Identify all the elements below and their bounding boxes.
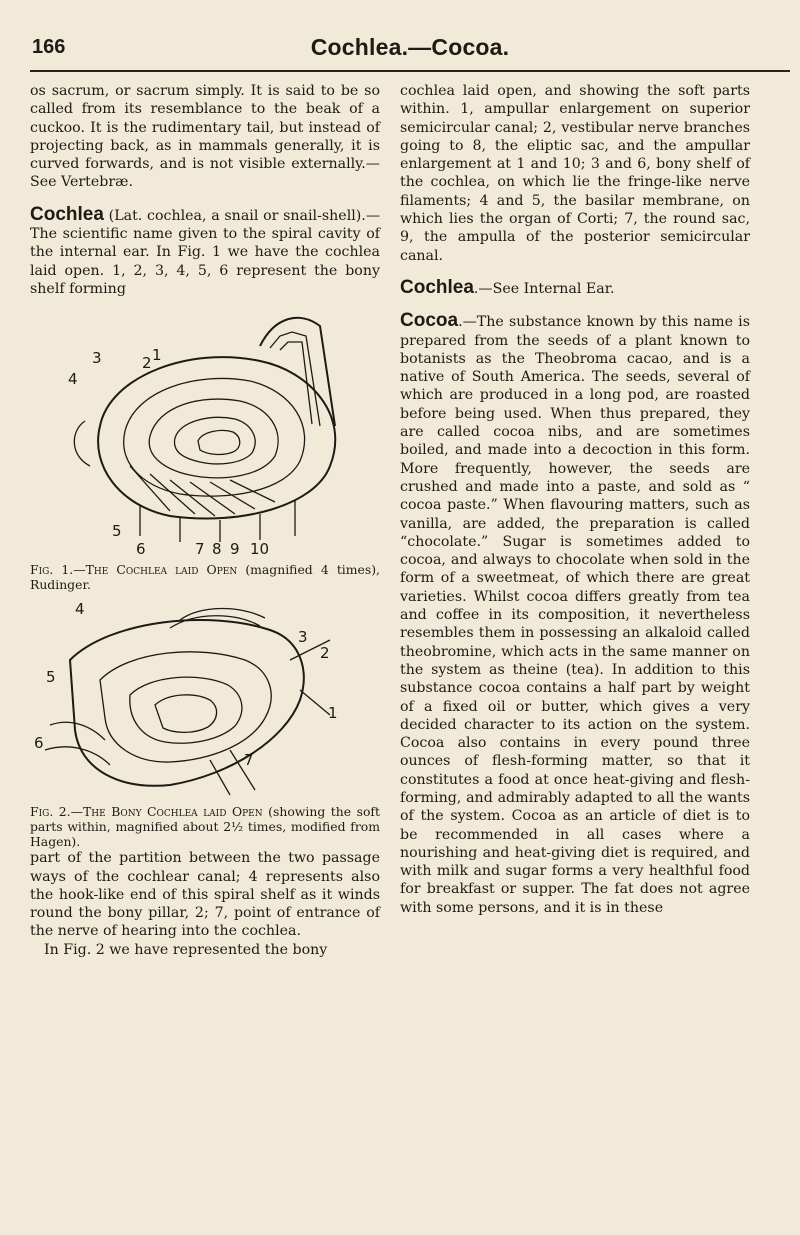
fig2-intro-paragraph: In Fig. 2 we have represented the bony — [44, 941, 328, 958]
fig2-label-4: 4 — [75, 600, 85, 619]
cochlea-crossref-entry — [400, 276, 750, 298]
fig1-label-7: 7 — [195, 540, 205, 559]
headword-cocoa: Cocoa — [400, 310, 459, 332]
fig2-label-2: 2 — [320, 644, 330, 663]
cocoa-entry — [400, 312, 750, 917]
partition-paragraph: part of the partition between the two passage ways of the cochlear canal; 4 represents also the hook-like end of this spiral shelf as it winds round the bony pillar, 2; 7, point of entrance of the nerve of hearing into the cochlea. — [30, 850, 380, 940]
headword-cochlea: Cochlea — [30, 203, 104, 225]
cochlea-etymology: (Lat. cochlea, a snail or snail-shell). — [108, 207, 366, 224]
fig2-label-3: 3 — [298, 628, 308, 647]
fig1-label-1: 1 — [152, 346, 162, 365]
fig1-label-8: 8 — [212, 540, 222, 559]
page-header — [30, 36, 790, 72]
cochlea-entry — [30, 203, 380, 298]
running-title: Cochlea.—Cocoa. — [310, 34, 510, 60]
fig2-label-7: 7 — [244, 751, 254, 770]
figure-2-caption-label: Fig. 2.—The Bony Cochlea laid Open — [30, 804, 263, 820]
sacrum-paragraph: os sacrum, or sacrum simply. It is said to be so called from its resemblance to the beak of a cuckoo. It is the rudimentary tail, but instead of projecting back, as in mammals generally, it is curved forwards, and is not visible externally.—See Vertebræ. — [30, 83, 380, 191]
fig1-label-3: 3 — [92, 349, 102, 368]
figure-2-caption-rest: (showing the soft parts within, magnified about 2½ times, modified from Hagen). — [30, 804, 380, 850]
cocoa-definition: .—The substance known by this name is prepared from the seeds of a plant known to botanists as the Theobroma cacao, and is a native of South America. The seeds, several of which are produced in a long pod, are roasted before being used. When thus prepared, they are called cocoa nibs, and are sometimes boiled, and made into a decoction in this form. More frequently, however, the seeds are crushed and made into a paste, and sold as “ cocoa paste.” When flavouring matters, such as vanilla, are added, the preparation is called “chocolate.” Sugar is sometimes added to cocoa, and always to chocolate when sold in the form of a sweetmeat, of which there are great varieties. Whilst cocoa differs greatly from tea and coffee in its composition, it nevertheless resembles them in possessing an alkaloid called theobromine, which acts in the same manner on the system as theine (tea). In addition to this substance cocoa contains a half part by weight of a fixed oil or butter, which gives a very decided character to its action on the system. Cocoa also contains in every pound three ounces of flesh-forming matter, so that it constitutes a food at once heat-giving and flesh-forming, and admirably adapted to all the wants of the system. Cocoa as an article of diet is to be recommended in all cases where a nourishing and heat-giving diet is required, and with milk and sugar forms a very healthful food for breakfast or supper. The fat does not agree with some persons, and it is in these — [400, 314, 750, 916]
figure-1-caption-label: Fig. 1.—The Cochlea laid Open — [30, 562, 238, 578]
fig1-label-10: 10 — [250, 540, 270, 559]
fig1-label-2: 2 — [142, 354, 152, 373]
fig1-label-4: 4 — [68, 370, 78, 389]
cochlea-definition: —The scientific name given to the spiral cavity of the internal ear. In Fig. 1 we have the cochlea laid open. 1, 2, 3, 4, 5, 6 represent the bony shelf forming — [30, 207, 380, 297]
figure-2-caption — [30, 804, 380, 849]
fig1-label-6: 6 — [136, 540, 146, 559]
figure-2-bony-cochlea-illustration — [30, 600, 380, 800]
fig2-label-6: 6 — [34, 734, 44, 753]
fig2-label-5: 5 — [46, 668, 56, 687]
page-number: 166 — [32, 36, 66, 58]
headword-cochlea-crossref: Cochlea — [400, 276, 474, 298]
fig1-label-5: 5 — [112, 522, 122, 541]
right-column — [400, 82, 750, 917]
bony-cochlea-paragraph: cochlea laid open, and showing the soft parts within. 1, ampullar enlargement on superior semicircular canal; 2, vestibular nerve branches going to 8, the eliptic sac, and the ampullar enlargement at 1 and 10; 3 and 6, bony shelf of the cochlea, on which lie the fringe-like nerve filaments; 4 and 5, the basilar membrane, on which lies the organ of Corti; 7, the round sac, 9, the ampulla of the posterior semicircular canal. — [400, 83, 750, 264]
left-column — [30, 82, 380, 959]
cochlea-crossref-text: .—See Internal Ear. — [473, 280, 615, 297]
figure-1-cochlea-illustration — [30, 306, 380, 558]
header-rule — [30, 70, 790, 72]
figure-1-caption-rest: (magnified 4 times), Rudinger. — [30, 562, 380, 593]
fig1-label-9: 9 — [230, 540, 240, 559]
figure-1-caption — [30, 562, 380, 592]
fig2-label-1: 1 — [328, 704, 338, 723]
